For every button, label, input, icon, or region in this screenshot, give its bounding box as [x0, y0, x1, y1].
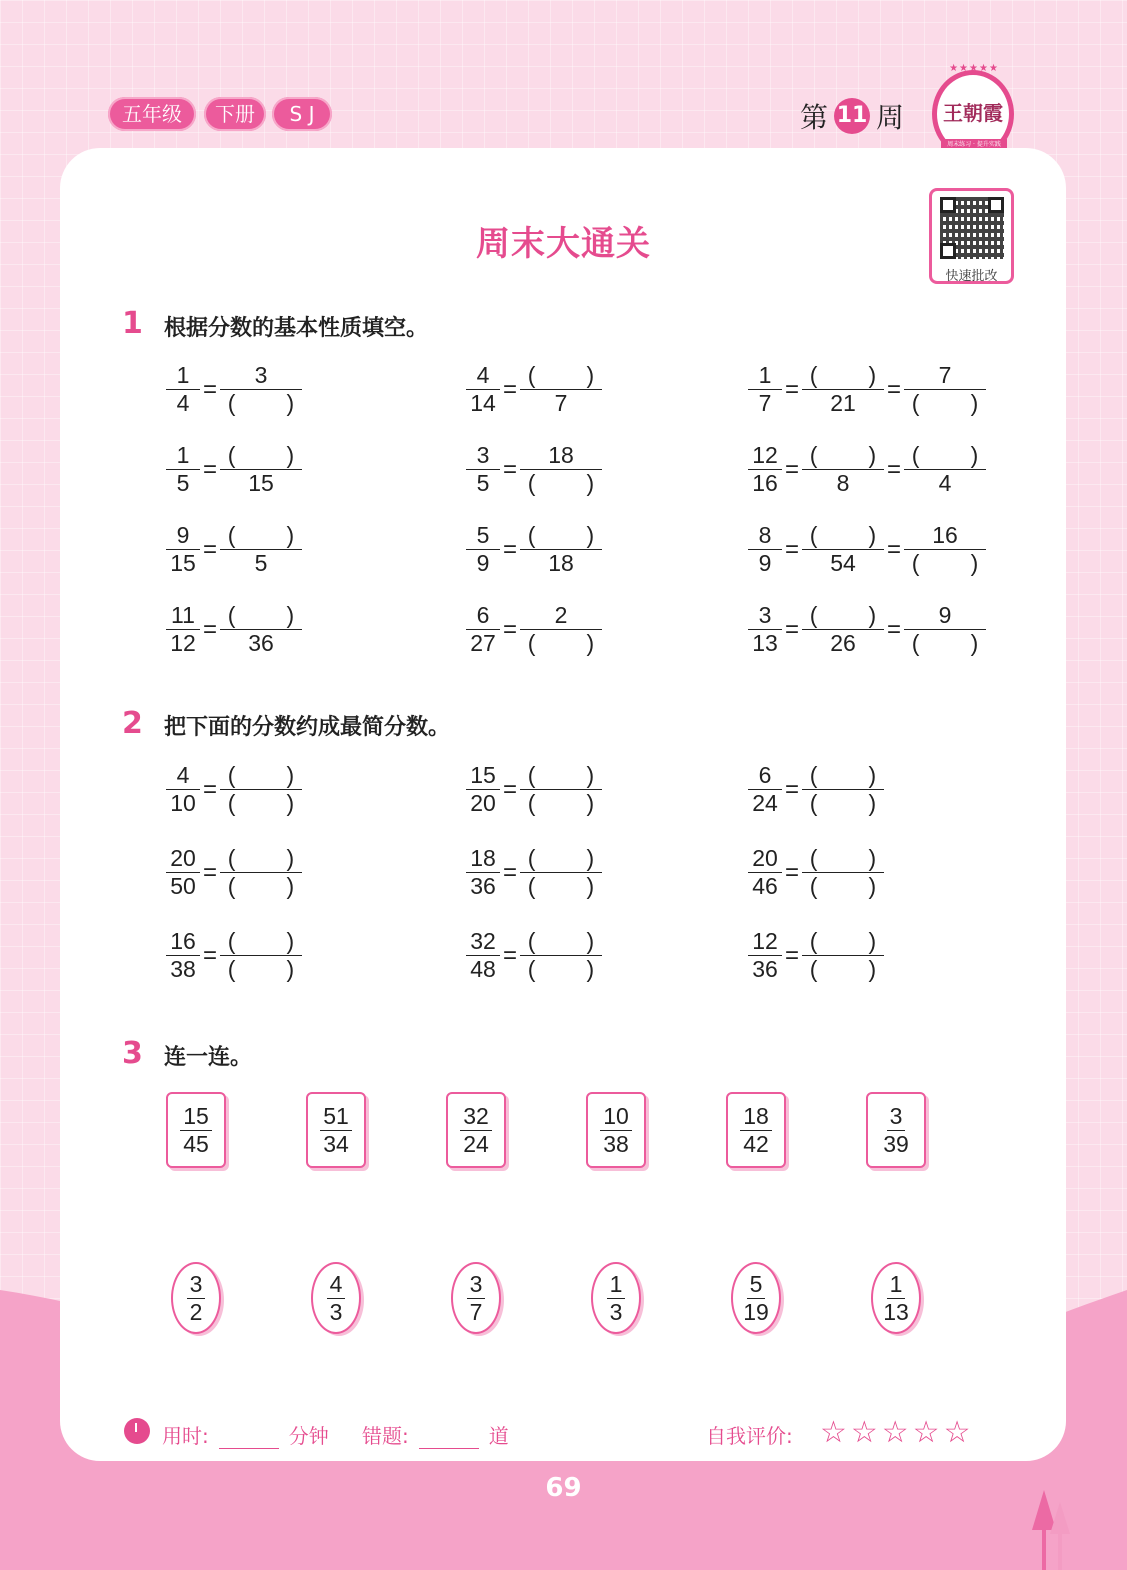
equals-sign: =: [785, 941, 800, 969]
equals-sign: =: [503, 775, 518, 803]
denominator: ( ): [527, 790, 595, 816]
answer-fraction[interactable]: [220, 928, 302, 983]
numerator: ( ): [220, 845, 302, 873]
numerator: 16: [904, 522, 986, 550]
equals-sign: =: [203, 455, 218, 483]
numerator: 4: [466, 362, 500, 390]
denominator: 9: [476, 550, 490, 576]
fraction-equation: [166, 602, 302, 657]
equals-sign: =: [503, 375, 518, 403]
denominator: 36: [752, 956, 778, 982]
denominator: 13: [883, 1298, 909, 1325]
given-fraction: [166, 762, 200, 817]
volume-tag: 下册: [204, 97, 266, 131]
answer-fraction[interactable]: [802, 928, 884, 983]
numerator: ( ): [802, 928, 884, 956]
week-number-badge: 11: [834, 98, 870, 134]
numerator: ( ): [802, 845, 884, 873]
fraction-equation: [466, 928, 602, 983]
match-source-box[interactable]: [446, 1092, 506, 1168]
answer-fraction[interactable]: [520, 522, 602, 577]
numerator: ( ): [220, 762, 302, 790]
numerator: ( ): [520, 845, 602, 873]
logo-stars-icon: ★★★★★: [949, 63, 999, 74]
equals-sign: =: [503, 858, 518, 886]
week-indicator: [800, 96, 904, 136]
answer-fraction[interactable]: [904, 362, 986, 417]
denominator: 20: [470, 790, 496, 816]
fraction: [883, 1103, 909, 1158]
given-fraction: [166, 928, 200, 983]
given-fraction: [466, 522, 500, 577]
answer-fraction[interactable]: [520, 442, 602, 497]
denominator: 7: [469, 1298, 483, 1325]
logo-text: 王朝霞: [943, 101, 1003, 125]
numerator: 15: [466, 762, 500, 790]
denominator: ( ): [227, 790, 295, 816]
denominator: ( ): [911, 630, 979, 656]
question-3-text: 连一连。: [164, 1045, 253, 1070]
equals-sign: =: [203, 615, 218, 643]
denominator: 39: [883, 1130, 909, 1157]
equals-sign: =: [203, 858, 218, 886]
numerator: 9: [904, 602, 986, 630]
denominator: ( ): [227, 873, 295, 899]
question-2-text: 把下面的分数约成最简分数。: [164, 715, 451, 740]
numerator: 1: [748, 362, 782, 390]
fraction: [467, 1271, 486, 1326]
denominator: 24: [752, 790, 778, 816]
errors-unit: 道: [488, 1424, 509, 1448]
numerator: 3: [467, 1271, 486, 1299]
numerator: 32: [466, 928, 500, 956]
brand-logo: [932, 63, 1014, 158]
match-target-oval[interactable]: [171, 1262, 221, 1334]
qr-finder-icon: [940, 243, 956, 259]
stopwatch-icon: [124, 1418, 150, 1444]
numerator: ( ): [220, 928, 302, 956]
fraction-equation: [748, 762, 884, 817]
denominator: ( ): [527, 956, 595, 982]
numerator: ( ): [520, 362, 602, 390]
denominator: 36: [470, 873, 496, 899]
denominator: 16: [752, 470, 778, 496]
numerator: ( ): [802, 362, 884, 390]
time-input-blank[interactable]: [219, 1428, 279, 1449]
given-fraction: [748, 928, 782, 983]
numerator: 11: [166, 602, 200, 630]
denominator: 50: [170, 873, 196, 899]
fraction-equation: [466, 762, 602, 817]
denominator: 2: [189, 1298, 203, 1325]
match-source-box[interactable]: [166, 1092, 226, 1168]
denominator: ( ): [809, 790, 877, 816]
answer-fraction[interactable]: [802, 442, 884, 497]
denominator: ( ): [809, 956, 877, 982]
numerator: 4: [166, 762, 200, 790]
denominator: 21: [830, 390, 856, 416]
numerator: 1: [166, 362, 200, 390]
errors-input-blank[interactable]: [419, 1428, 479, 1449]
numerator: 12: [748, 442, 782, 470]
fraction-equation: [166, 522, 302, 577]
numerator: ( ): [220, 442, 302, 470]
numerator: 20: [166, 845, 200, 873]
error-record: [362, 1420, 509, 1449]
fraction: [743, 1271, 769, 1326]
equals-sign: =: [887, 535, 902, 563]
answer-fraction[interactable]: [520, 602, 602, 657]
match-target-oval[interactable]: [451, 1262, 501, 1334]
denominator: 13: [752, 630, 778, 656]
given-fraction: [466, 362, 500, 417]
answer-fraction[interactable]: [520, 762, 602, 817]
fraction: [320, 1103, 352, 1158]
numerator: 1: [607, 1271, 626, 1299]
given-fraction: [748, 522, 782, 577]
equals-sign: =: [203, 941, 218, 969]
fraction: [460, 1103, 492, 1158]
numerator: 18: [466, 845, 500, 873]
fraction-equation: [748, 442, 986, 497]
equals-sign: =: [203, 775, 218, 803]
answer-fraction[interactable]: [220, 762, 302, 817]
answer-fraction[interactable]: [220, 522, 302, 577]
denominator: 45: [183, 1130, 209, 1157]
denominator: 42: [743, 1130, 769, 1157]
denominator: 4: [938, 470, 952, 496]
numerator: 3: [887, 1103, 906, 1131]
denominator: 46: [752, 873, 778, 899]
denominator: 3: [609, 1298, 623, 1325]
equals-sign: =: [503, 535, 518, 563]
answer-fraction[interactable]: [802, 762, 884, 817]
given-fraction: [466, 845, 500, 900]
denominator: 7: [554, 390, 568, 416]
match-target-oval[interactable]: [311, 1262, 361, 1334]
denominator: 27: [470, 630, 496, 656]
denominator: 5: [476, 470, 490, 496]
fraction-equation: [166, 928, 302, 983]
qr-caption: 快速批改: [945, 269, 998, 284]
fraction-equation: [748, 362, 986, 417]
answer-fraction[interactable]: [220, 602, 302, 657]
logo-ribbon: 周末练习 · 提升实践: [941, 139, 1007, 151]
denominator: 36: [248, 630, 274, 656]
answer-fraction[interactable]: [520, 845, 602, 900]
given-fraction: [166, 602, 200, 657]
answer-fraction[interactable]: [220, 442, 302, 497]
time-record: [162, 1420, 329, 1449]
numerator: 51: [320, 1103, 352, 1131]
equals-sign: =: [785, 535, 800, 563]
denominator: 3: [329, 1298, 343, 1325]
denominator: ( ): [911, 550, 979, 576]
denominator: 18: [548, 550, 574, 576]
qr-finder-icon: [940, 197, 956, 213]
fraction-equation: [166, 362, 302, 417]
given-fraction: [466, 442, 500, 497]
numerator: 3: [466, 442, 500, 470]
numerator: ( ): [520, 762, 602, 790]
fraction: [600, 1103, 632, 1158]
numerator: ( ): [802, 602, 884, 630]
page-title: 周末大通关: [476, 224, 651, 264]
equals-sign: =: [887, 375, 902, 403]
equals-sign: =: [785, 375, 800, 403]
fraction-equation: [166, 442, 302, 497]
match-source-box[interactable]: [306, 1092, 366, 1168]
denominator: 38: [170, 956, 196, 982]
question-1-number: 1: [122, 306, 143, 341]
question-1-text: 根据分数的基本性质填空。: [164, 316, 429, 341]
fraction-equation: [166, 845, 302, 900]
equals-sign: =: [503, 615, 518, 643]
numerator: ( ): [802, 442, 884, 470]
denominator: 4: [176, 390, 190, 416]
given-fraction: [166, 362, 200, 417]
self-eval-label: 自我评价:: [706, 1424, 793, 1448]
numerator: 15: [180, 1103, 212, 1131]
denominator: 15: [170, 550, 196, 576]
question-2-number: 2: [122, 706, 143, 741]
match-source-box[interactable]: [586, 1092, 646, 1168]
given-fraction: [748, 602, 782, 657]
denominator: ( ): [527, 630, 595, 656]
given-fraction: [166, 442, 200, 497]
numerator: ( ): [802, 762, 884, 790]
numerator: 12: [748, 928, 782, 956]
equals-sign: =: [785, 455, 800, 483]
numerator: 6: [466, 602, 500, 630]
equals-sign: =: [203, 375, 218, 403]
numerator: 20: [748, 845, 782, 873]
match-source-box[interactable]: [866, 1092, 926, 1168]
match-target-oval[interactable]: [591, 1262, 641, 1334]
fraction: [327, 1271, 346, 1326]
fraction-equation: [466, 522, 602, 577]
fraction: [180, 1103, 212, 1158]
denominator: ( ): [227, 390, 295, 416]
fraction-equation: [748, 845, 884, 900]
denominator: 7: [758, 390, 772, 416]
fraction: [883, 1271, 909, 1326]
equals-sign: =: [503, 455, 518, 483]
given-fraction: [466, 602, 500, 657]
denominator: 5: [176, 470, 190, 496]
question-3-number: 3: [122, 1036, 143, 1071]
numerator: ( ): [220, 522, 302, 550]
denominator: 10: [170, 790, 196, 816]
denominator: 38: [603, 1130, 629, 1157]
fraction: [607, 1271, 626, 1326]
given-fraction: [748, 362, 782, 417]
denominator: ( ): [527, 873, 595, 899]
numerator: ( ): [520, 928, 602, 956]
answer-fraction[interactable]: [904, 522, 986, 577]
answer-fraction[interactable]: [802, 602, 884, 657]
denominator: 15: [248, 470, 274, 496]
numerator: 3: [748, 602, 782, 630]
denominator: 54: [830, 550, 856, 576]
given-fraction: [466, 762, 500, 817]
denominator: 19: [743, 1298, 769, 1325]
denominator: 9: [758, 550, 772, 576]
numerator: 1: [887, 1271, 906, 1299]
fraction-equation: [466, 442, 602, 497]
page-number: 69: [545, 1473, 582, 1503]
equals-sign: =: [503, 941, 518, 969]
edition-tag: S J: [272, 97, 332, 131]
given-fraction: [748, 442, 782, 497]
numerator: ( ): [220, 602, 302, 630]
answer-fraction[interactable]: [904, 442, 986, 497]
time-unit: 分钟: [288, 1424, 329, 1448]
denominator: 26: [830, 630, 856, 656]
numerator: 18: [520, 442, 602, 470]
denominator: 8: [836, 470, 850, 496]
numerator: 2: [520, 602, 602, 630]
numerator: 1: [166, 442, 200, 470]
fraction: [740, 1103, 772, 1158]
fraction-equation: [166, 762, 302, 817]
equals-sign: =: [785, 615, 800, 643]
fraction-equation: [466, 602, 602, 657]
denominator: 5: [254, 550, 268, 576]
answer-fraction[interactable]: [520, 362, 602, 417]
answer-fraction[interactable]: [220, 845, 302, 900]
denominator: ( ): [527, 470, 595, 496]
answer-fraction[interactable]: [802, 362, 884, 417]
denominator: 48: [470, 956, 496, 982]
equals-sign: =: [887, 615, 902, 643]
numerator: 7: [904, 362, 986, 390]
equals-sign: =: [887, 455, 902, 483]
numerator: 32: [460, 1103, 492, 1131]
week-suffix: 周: [876, 101, 905, 134]
answer-fraction[interactable]: [220, 362, 302, 417]
fraction-equation: [748, 602, 986, 657]
fraction-equation: [466, 362, 602, 417]
given-fraction: [166, 845, 200, 900]
numerator: 5: [466, 522, 500, 550]
denominator: 34: [323, 1130, 349, 1157]
numerator: 6: [748, 762, 782, 790]
equals-sign: =: [203, 535, 218, 563]
numerator: 3: [187, 1271, 206, 1299]
grade-tag: 五年级: [108, 97, 196, 131]
given-fraction: [748, 845, 782, 900]
denominator: ( ): [911, 390, 979, 416]
equals-sign: =: [785, 775, 800, 803]
errors-label: 错题:: [362, 1424, 409, 1448]
qr-code-panel[interactable]: [929, 188, 1014, 284]
time-label: 用时:: [162, 1424, 209, 1448]
numerator: 5: [747, 1271, 766, 1299]
numerator: ( ): [802, 522, 884, 550]
week-prefix: 第: [800, 101, 829, 134]
answer-fraction[interactable]: [904, 602, 986, 657]
numerator: ( ): [904, 442, 986, 470]
match-source-box[interactable]: [726, 1092, 786, 1168]
numerator: 3: [220, 362, 302, 390]
denominator: 14: [470, 390, 496, 416]
answer-fraction[interactable]: [802, 845, 884, 900]
answer-fraction[interactable]: [520, 928, 602, 983]
equals-sign: =: [785, 858, 800, 886]
match-target-oval[interactable]: [731, 1262, 781, 1334]
numerator: 10: [600, 1103, 632, 1131]
answer-fraction[interactable]: [802, 522, 884, 577]
fraction-equation: [466, 845, 602, 900]
numerator: ( ): [520, 522, 602, 550]
numerator: 4: [327, 1271, 346, 1299]
qr-finder-icon: [988, 197, 1004, 213]
numerator: 18: [740, 1103, 772, 1131]
denominator: 24: [463, 1130, 489, 1157]
denominator: ( ): [227, 956, 295, 982]
fraction: [187, 1271, 206, 1326]
numerator: 8: [748, 522, 782, 550]
fraction-equation: [748, 522, 986, 577]
rating-stars[interactable]: ☆☆☆☆☆: [820, 1415, 975, 1450]
numerator: 16: [166, 928, 200, 956]
denominator: ( ): [809, 873, 877, 899]
match-target-oval[interactable]: [871, 1262, 921, 1334]
given-fraction: [166, 522, 200, 577]
given-fraction: [748, 762, 782, 817]
denominator: 12: [170, 630, 196, 656]
fraction-equation: [748, 928, 884, 983]
numerator: 9: [166, 522, 200, 550]
given-fraction: [466, 928, 500, 983]
